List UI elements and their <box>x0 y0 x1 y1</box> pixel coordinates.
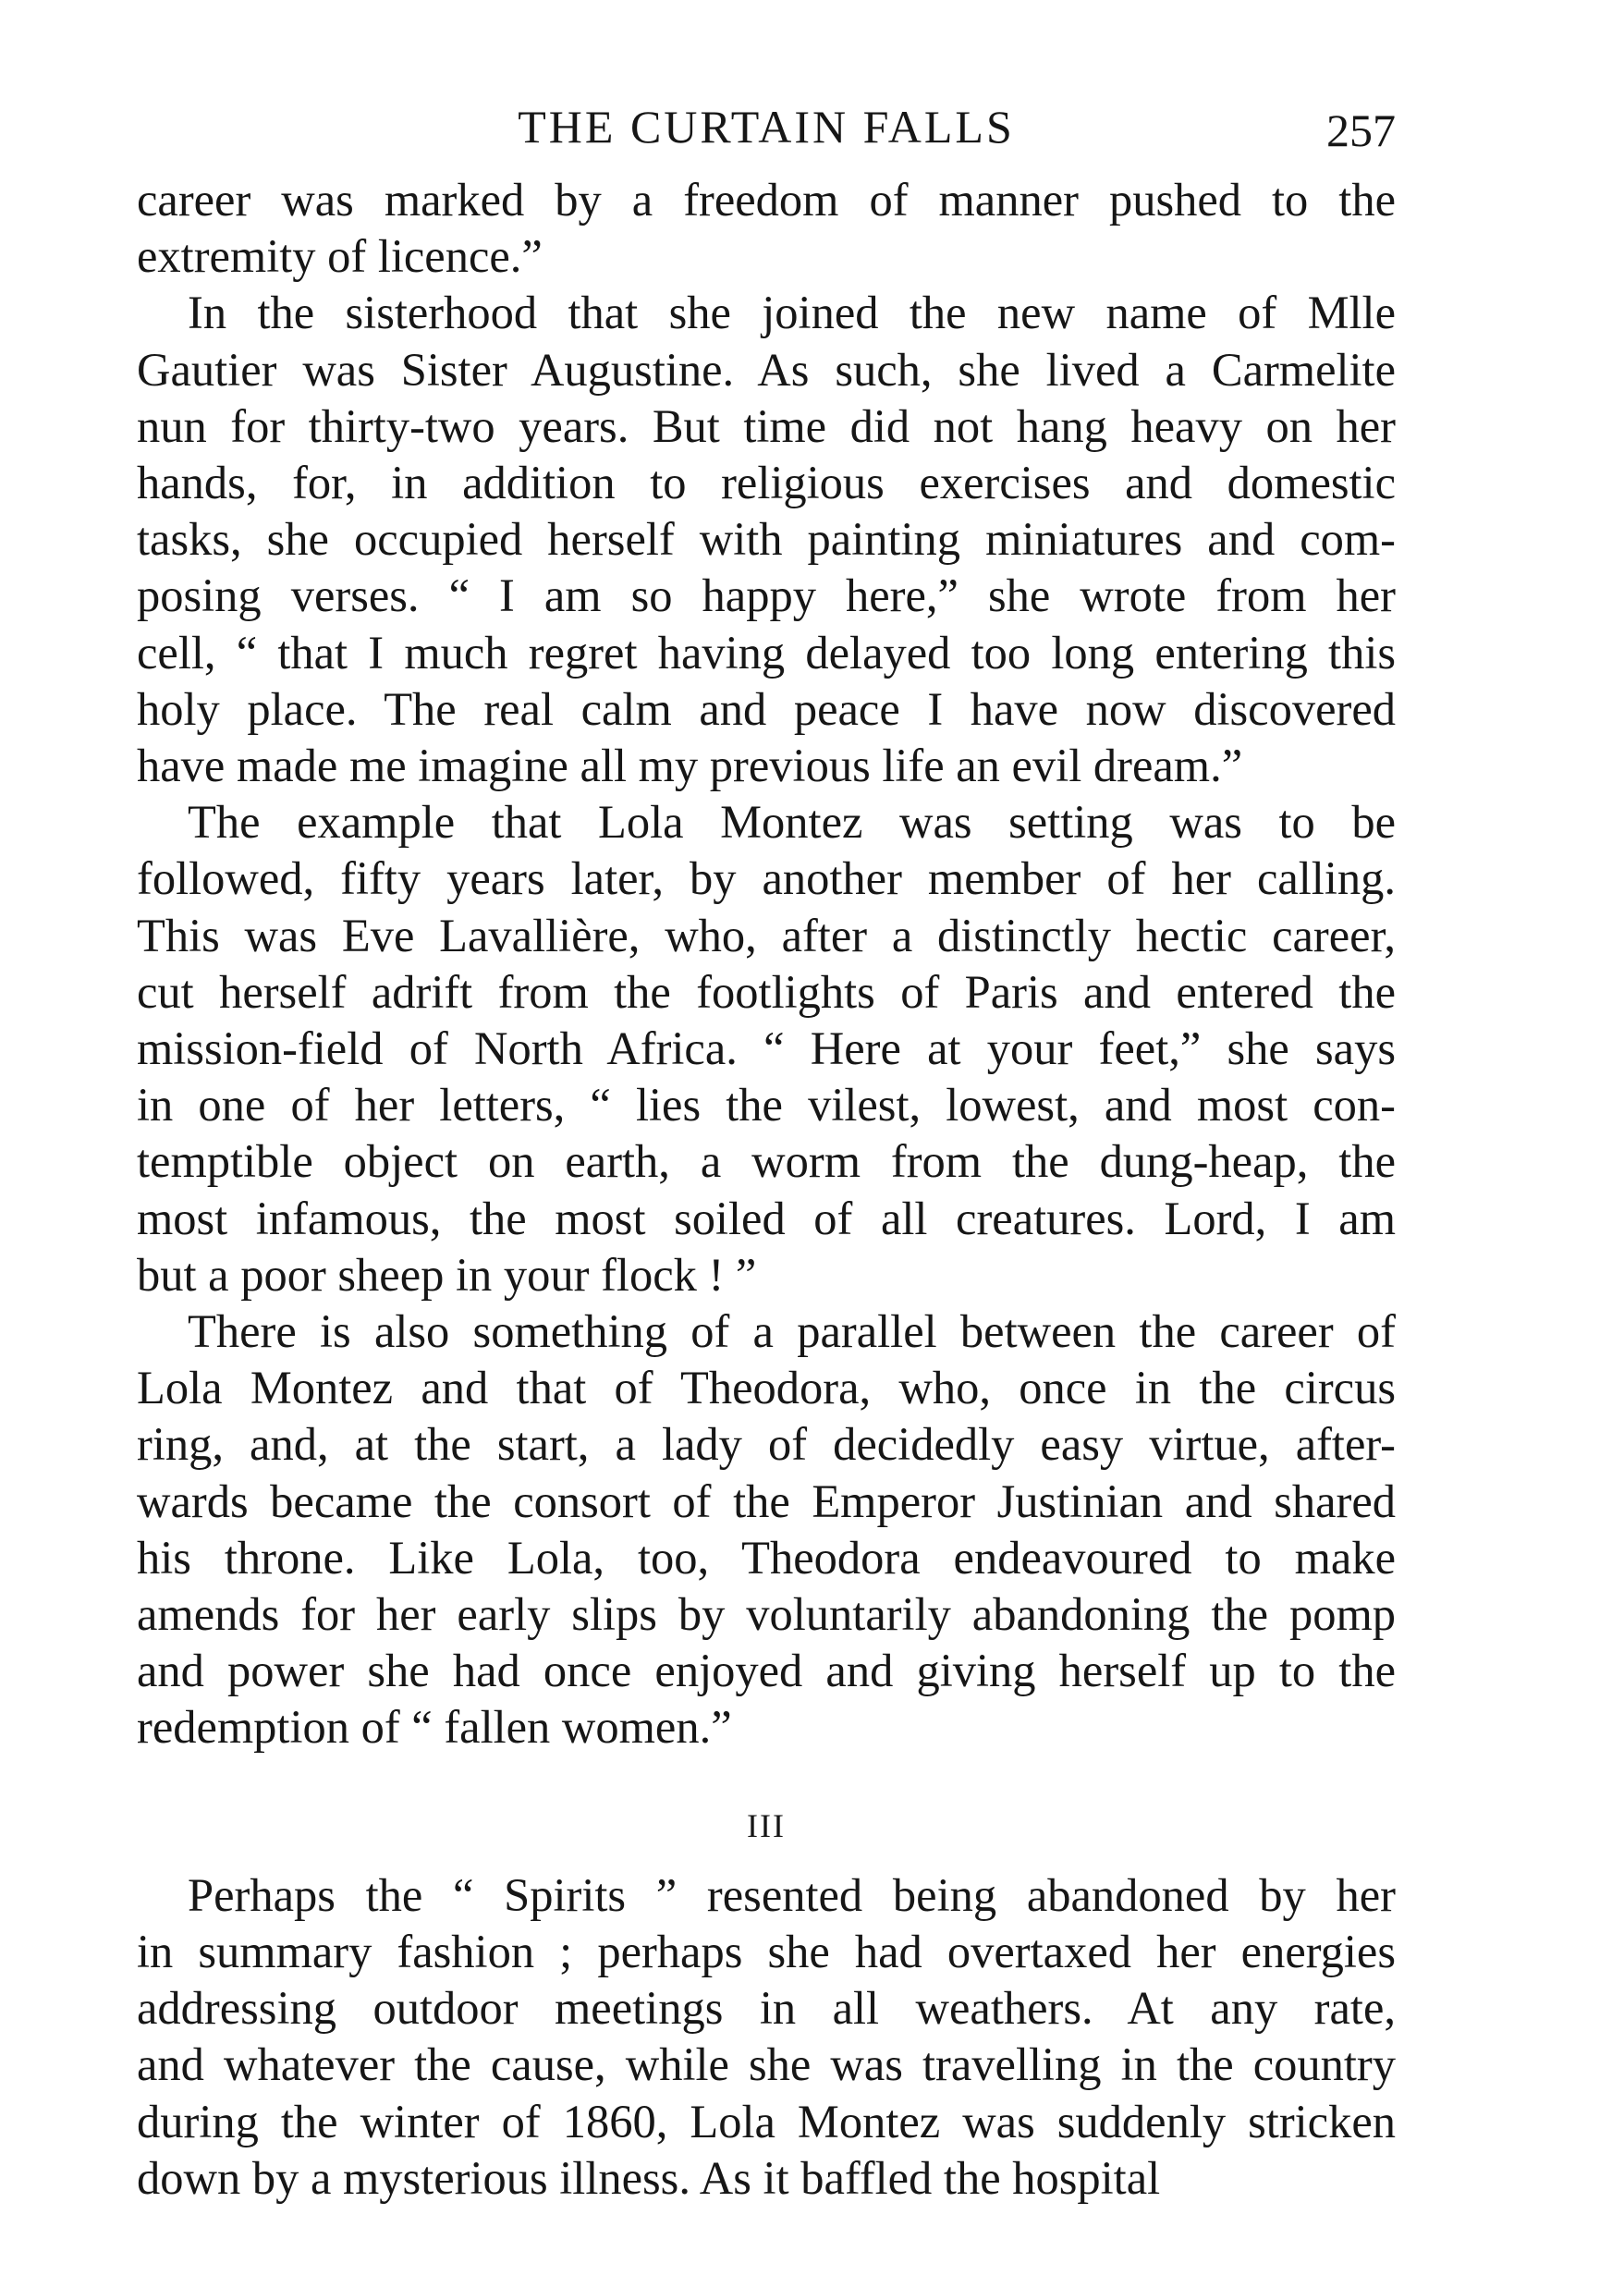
text-line: have made me imagine all my previous life an evil dream.” <box>137 740 1243 792</box>
text-line: holy place. The real calm and peace I have now discovered <box>137 682 1396 735</box>
running-head <box>137 92 1396 172</box>
text-line: during the winter of 1860, Lola Montez was suddenly stricken <box>137 2095 1396 2147</box>
text-line: career was marked by a freedom of manner pushed to the <box>137 174 1396 226</box>
text-line: There is also something of a parallel between the career of <box>188 1305 1396 1358</box>
text-line: The example that Lola Montez was setting was to be <box>188 796 1396 849</box>
paragraph <box>137 172 1396 285</box>
text-line: temptible object on earth, a worm from the dung-heap, the <box>137 1135 1396 1188</box>
running-title: THE CURTAIN FALLS <box>518 101 1015 153</box>
text-line: in summary fashion ; perhaps she had overtaxed her energies <box>137 1925 1396 1977</box>
text-line: nun for thirty-two years. But time did not hang heavy on her <box>137 399 1396 452</box>
text-line: extremity of licence.” <box>137 230 543 283</box>
text-line: cell, “ that I much regret having delayed too long entering this <box>137 626 1396 679</box>
text-line: hands, for, in addition to religious exercises and domestic <box>137 457 1396 509</box>
text-line: in one of her letters, “ lies the vilest, lowest, and most con- <box>137 1079 1396 1132</box>
text-line: redemption of “ fallen women.” <box>137 1701 732 1754</box>
text-line: ring, and, at the start, a lady of decidedly easy virtue, after- <box>137 1418 1396 1471</box>
text-line: cut herself adrift from the footlights of Paris and entered the <box>137 965 1396 1018</box>
text-line: his throne. Like Lola, too, Theodora endeavoured to make <box>137 1531 1396 1584</box>
text-line: posing verses. “ I am so happy here,” she wrote from her <box>137 569 1396 622</box>
section-text <box>137 1867 1396 2207</box>
text-line: In the sisterhood that she joined the new name of Mlle <box>188 287 1396 339</box>
text-line: wards became the consort of the Emperor Justinian and shared <box>137 1474 1396 1527</box>
text-line: and whatever the cause, while she was travelling in the country <box>137 2038 1396 2091</box>
text-line: This was Eve Lavallière, who, after a distinctly hectic career, <box>137 909 1396 961</box>
text-line: tasks, she occupied herself with painting miniatures and com- <box>137 513 1396 566</box>
paragraph <box>137 285 1396 794</box>
page-number: 257 <box>1326 104 1396 156</box>
text-line: down by a mysterious illness. As it baffled the hospital <box>137 2151 1161 2204</box>
book-page <box>137 92 1396 2207</box>
text-line: followed, fifty years later, by another member of her calling. <box>137 852 1396 905</box>
text-line: and power she had once enjoyed and giving herself up to the <box>137 1645 1396 1697</box>
paragraph <box>137 794 1396 1303</box>
text-line: most infamous, the most soiled of all creatures. Lord, I am <box>137 1192 1396 1244</box>
text-line: amends for her early slips by voluntarily abandoning the pomp <box>137 1588 1396 1641</box>
text-line: but a poor sheep in your flock ! ” <box>137 1248 757 1301</box>
text-line: Gautier was Sister Augustine. As such, she lived a Carmelite <box>137 343 1396 396</box>
text-line: addressing outdoor meetings in all weathers. At any rate, <box>137 1982 1396 2035</box>
text-line: Perhaps the “ Spirits ” resented being abandoned by her <box>188 1868 1396 1921</box>
section-heading: III <box>747 1806 786 1844</box>
text-line: mission-field of North Africa. “ Here at your feet,” she says <box>137 1022 1396 1075</box>
text-line: Lola Montez and that of Theodora, who, once in the circus <box>137 1362 1396 1414</box>
paragraph <box>137 1867 1396 2207</box>
paragraph <box>137 1303 1396 1756</box>
body-text <box>137 172 1396 1756</box>
